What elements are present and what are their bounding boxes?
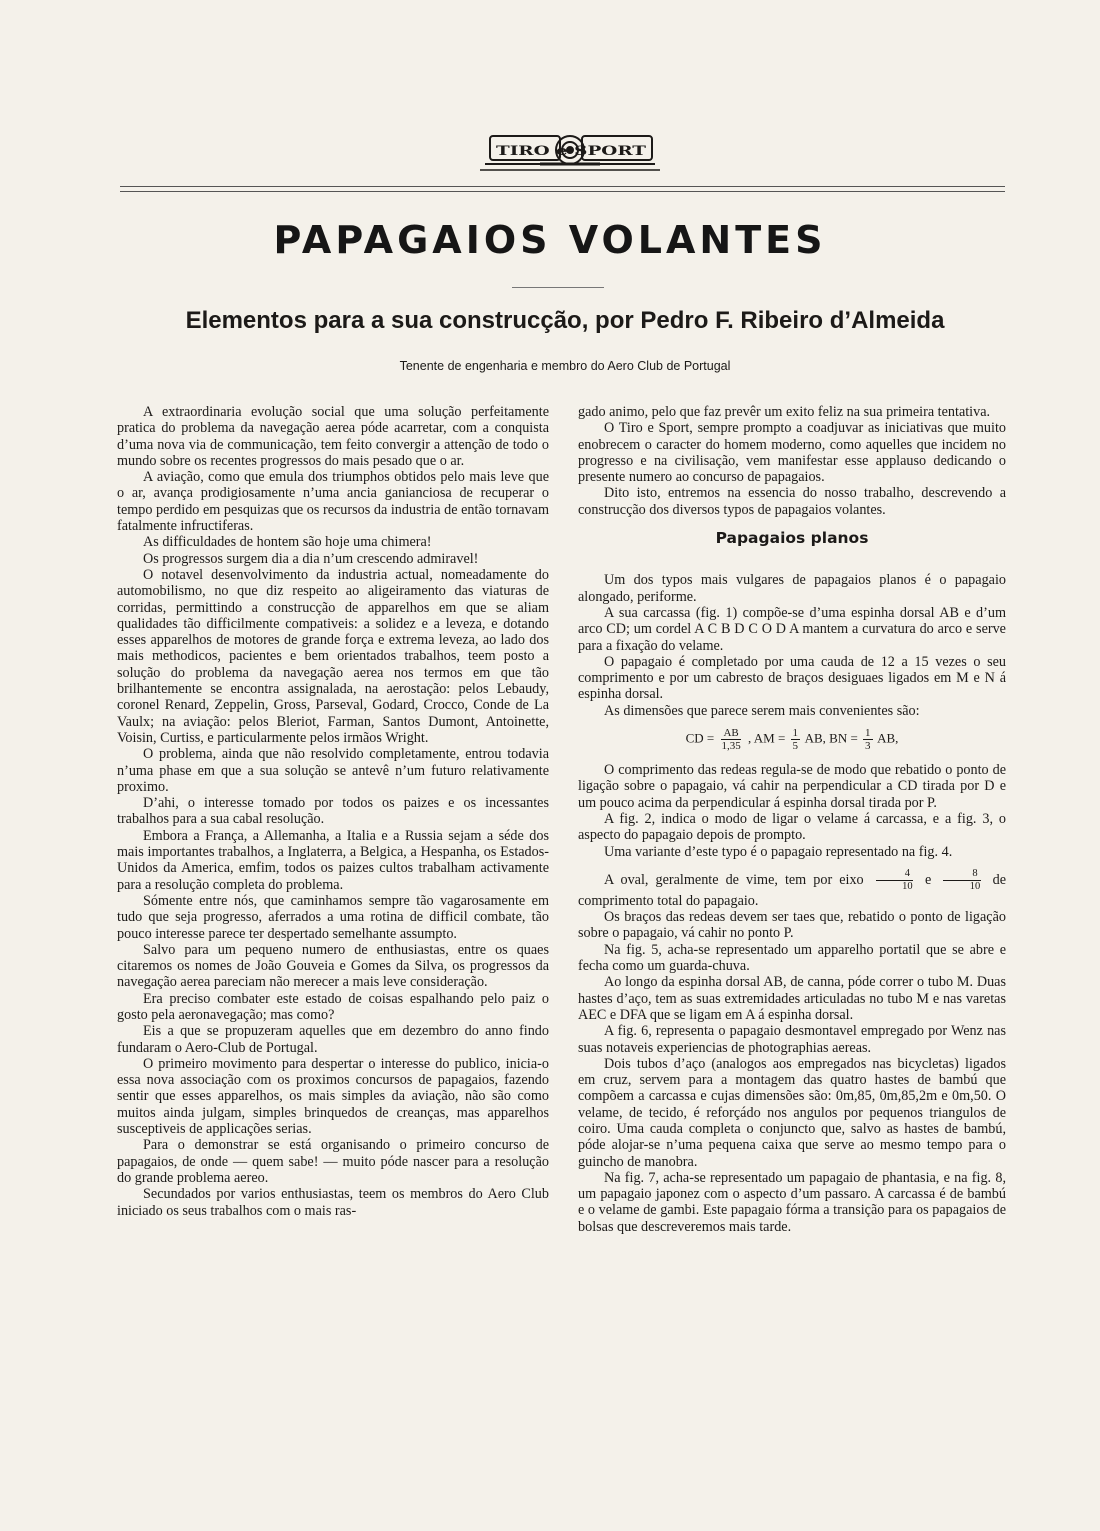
oval-text-middle: e — [924, 871, 932, 888]
fraction-numerator: 4 — [876, 868, 913, 881]
paragraph: Um dos typos mais vulgares de papagaios planos é o papagaio alongado, periforme. — [578, 572, 1006, 605]
fraction-numerator: 1 — [792, 727, 799, 740]
paragraph: Sómente entre nós, que caminhamos sempre tão vagarosamente em tudo que seja progresso, aferrados a uma rotina de difficil combate, tão pouco interesse parece ter despertado semelhante assumpto. — [117, 892, 549, 942]
paragraph: Na fig. 5, acha-se representado um apparelho portatil que se abre e fecha como um guarda-chuva. — [578, 941, 1006, 975]
oval-fraction-first — [876, 868, 913, 893]
fraction-numerator: AB — [723, 727, 739, 740]
paragraph: Embora a França, a Allemanha, a Italia e a Russia sejam a séde dos mais importantes trabalhos, a Inglaterra, a Belgica, a Hespanha, os Estados-Unidos da America, emfim, todos os paizes cultos trabalham activamente para a resolução completa do problema. — [117, 827, 549, 893]
paragraph: O primeiro movimento para despertar o interesse do publico, inicia-o essa nova associação com os proximos concursos de papagaios, fazendo sentir que esses apparelhos, os mais simples da aviação, não são como muitos ainda julgam, simples brinquedos de creanças, mas apparelhos susceptiveis de applicações serias. — [117, 1055, 549, 1138]
paragraph: Salvo para um pequeno numero de enthusiastas, entre os quaes citaremos os nomes de João Gouveia e Gomes da Silva, os progressos da navegação aerea pareciam não merecer a mais leve consideração. — [117, 941, 549, 991]
paragraph: A fig. 2, indica o modo de ligar o velame á carcassa, e a fig. 3, o aspecto do papagaio depois de prompto. — [578, 810, 1006, 844]
section-heading: Papagaios planos — [715, 529, 869, 548]
fraction-denominator: 10 — [969, 880, 981, 892]
title-rule — [512, 287, 604, 288]
paragraph-continuation: gado animo, pelo que faz prevêr um exito feliz na sua primeira tentativa. — [578, 404, 991, 420]
paragraph: Os progressos surgem dia a dia n’um crescendo admiravel! — [143, 550, 479, 567]
formula-cd-label: CD = — [685, 730, 715, 746]
author-byline: Tenente de engenharia e membro do Aero Club de Portugal — [399, 359, 731, 373]
paragraph: Era preciso combater este estado de coisas espalhando pelo paiz o gosto pela aeronavegação; mas como? — [117, 990, 549, 1023]
paragraph: A extraordinaria evolução social que uma solução perfeitamente pratica do problema da navegação aerea póde acarretar, com a conquista d’uma nova via de communicação, tem feito convergir a attenção de todo o mundo sobre os recentes progressos do mais pesado que o ar. — [117, 404, 549, 469]
formula-cd-fraction — [719, 727, 742, 752]
oval-text-before: A oval, geralmente de vime, tem por eixo — [604, 871, 864, 888]
paragraph: O notavel desenvolvimento da industria actual, nomeadamente do automobilismo, no que diz respeito ao aligeiramento das viaturas de corridas, permittindo a construcção de apparelhos em que se aliam qualidades tão difficilmente compativeis: a solidez e a leveza, e dotando esses apparelhos de motores de grande força e extrema leveza, ao lado dos mais methodicos, pacientes e bem orientados trabalhos, teem posto a solução do problema da navegação aerea nos termos em que tão brilhantemente se encontra assignalada, na aerostação: pelos Lebaudy, coronel Renard, Zeppelin, Gross, Parseval, Godard, Crocco, Conde de La Vaulx; na aviação: pelos Bleriot, Farman, Santos Dumont, Antoinette, Voisin, Curtiss, e particularmente pelos irmãos Wright. — [117, 566, 549, 746]
fraction-denominator: 5 — [792, 740, 799, 753]
fraction-numerator: 8 — [943, 868, 980, 881]
article-title: PAPAGAIOS VOLANTES — [273, 218, 827, 262]
paragraph: As dimensões que parece serem mais convenientes são: — [604, 702, 920, 719]
paragraph: A fig. 6, representa o papagaio desmontavel empregado por Wenz nas suas notaveis experiencias de photographias aereas. — [578, 1023, 1006, 1056]
fraction-denominator: 10 — [902, 880, 913, 892]
dimension-formula — [578, 727, 1006, 752]
formula-am-fraction — [791, 727, 801, 752]
paragraph: Na fig. 7, acha-se representado um papagaio de phantasia, e na fig. 8, um papagaio japonez com o aspecto d’um passaro. A carcassa é de bambú e o velame de gambi. Este papagaio fórma a transição para os papagaios de bolsas que descreveremos mais tarde. — [578, 1169, 1006, 1235]
paragraph: Os braços das redeas devem ser taes que, rebatido o ponto de ligação sobre o papagaio, vá cahir no ponto P. — [578, 909, 1006, 942]
paragraph: O comprimento das redeas regula-se de modo que rebatido o ponto de ligação sobre o papagaio, vá cahir na perpendicular a CD tirada por D e um pouco acima da perpendicular á espinha dorsal tirada por P. — [578, 762, 1006, 811]
paragraph: O Tiro e Sport, sempre prompto a coadjuvar as iniciativas que muito enobrecem o caracter do homem moderno, como aquelles que incidem no progresso e na civilisação, vem manifestar esse applauso dedicando o presente numero ao concurso de papagaios. — [578, 420, 1006, 486]
paragraph-oval — [578, 868, 1006, 909]
formula-bn-suffix: AB, — [877, 730, 899, 746]
paragraph: Ao longo da espinha dorsal AB, de canna, póde correr o tubo M. Duas hastes d’aço, tem as suas extremidades articuladas no tubo M e nas varetas AEC e DFA que se ligam em A á espinha dorsal. — [578, 974, 1006, 1023]
paragraph: Eis a que se propuzeram aquelles que em dezembro do anno findo fundaram o Aero-Club de Portugal. — [117, 1023, 549, 1056]
paragraph: Para o demonstrar se está organisando o primeiro concurso de papagaios, de onde — quem sabe! — muito póde nascer para a resolução do grande problema aereo. — [117, 1137, 549, 1186]
paragraph: O problema, ainda que não resolvido completamente, entrou todavia n’uma phase em que a sua solução se antevê n’um futuro relativamente proximo. — [117, 746, 549, 795]
paragraph: Dito isto, entremos na essencia do nosso trabalho, descrevendo a construcção dos diversos typos de papagaios volantes. — [578, 485, 1006, 518]
formula-am-suffix: AB, BN = — [804, 730, 858, 746]
masthead-logo — [0, 130, 1100, 178]
formula-bn-fraction — [863, 727, 873, 752]
paragraph: A aviação, como que emula dos triumphos obtidos pelo mais leve que o ar, avança prodigiosamente n’uma ancia ganianciosa de recuperar o tempo perdido em pesquizas que os recursos da industria de então tornavam fatalmente infructiferas. — [117, 469, 549, 535]
fraction-denominator: 1,35 — [721, 740, 741, 753]
paragraph: A sua carcassa (fig. 1) compõe-se d’uma espinha dorsal AB e d’um arco CD; um cordel A C B D C O D A mantem a curvatura do arco e serve para a fixação do velame. — [578, 604, 1006, 654]
paragraph: Secundados por varios enthusiastas, teem os membros do Aero Club iniciado os seus trabalhos com o mais ras- — [117, 1186, 549, 1219]
fraction-numerator: 1 — [865, 727, 871, 740]
oval-text-after: de comprimento total do papagaio. — [578, 871, 1007, 909]
masthead-logo-text: TIRO e SPORT — [496, 144, 647, 159]
left-column — [117, 404, 549, 1219]
paragraph: D’ahi, o interesse tomado por todos os paizes e os incessantes trabalhos para a sua cabal resolução. — [117, 795, 549, 828]
oval-fraction-second — [943, 868, 980, 893]
right-column — [578, 404, 1006, 1235]
article-subtitle: Elementos para a sua construcção, por Pedro F. Ribeiro d’Almeida — [185, 307, 945, 334]
header-double-rule — [120, 186, 1005, 192]
paragraph: O papagaio é completado por uma cauda de 12 a 15 vezes o seu comprimento e por um cabresto de braços desiguaes ligados em M e N á espinha dorsal. — [578, 653, 1006, 703]
formula-am-label: , AM = — [747, 730, 786, 746]
paragraph: Uma variante d’este typo é o papagaio representado na fig. 4. — [604, 843, 953, 860]
paragraph: Dois tubos d’aço (analogos aos empregados nas bicycletas) ligados em cruz, servem para a montagem das quatro hastes de bambú que compõem a carcassa e cujas dimensões são: 0m,85, 0m,85,2m e 0m,50. O velame, de tecido, é reforçádo nos angulos por pequenos triangulos de coiro. Uma cauda completa o conjuncto que, salvo as hastes de bambú, póde alojar-se n’uma pequena caixa que serve ao mesmo tempo para o guincho de manobra. — [578, 1055, 1006, 1170]
paragraph: As difficuldades de hontem são hoje uma chimera! — [143, 534, 432, 551]
fraction-denominator: 3 — [865, 740, 871, 753]
